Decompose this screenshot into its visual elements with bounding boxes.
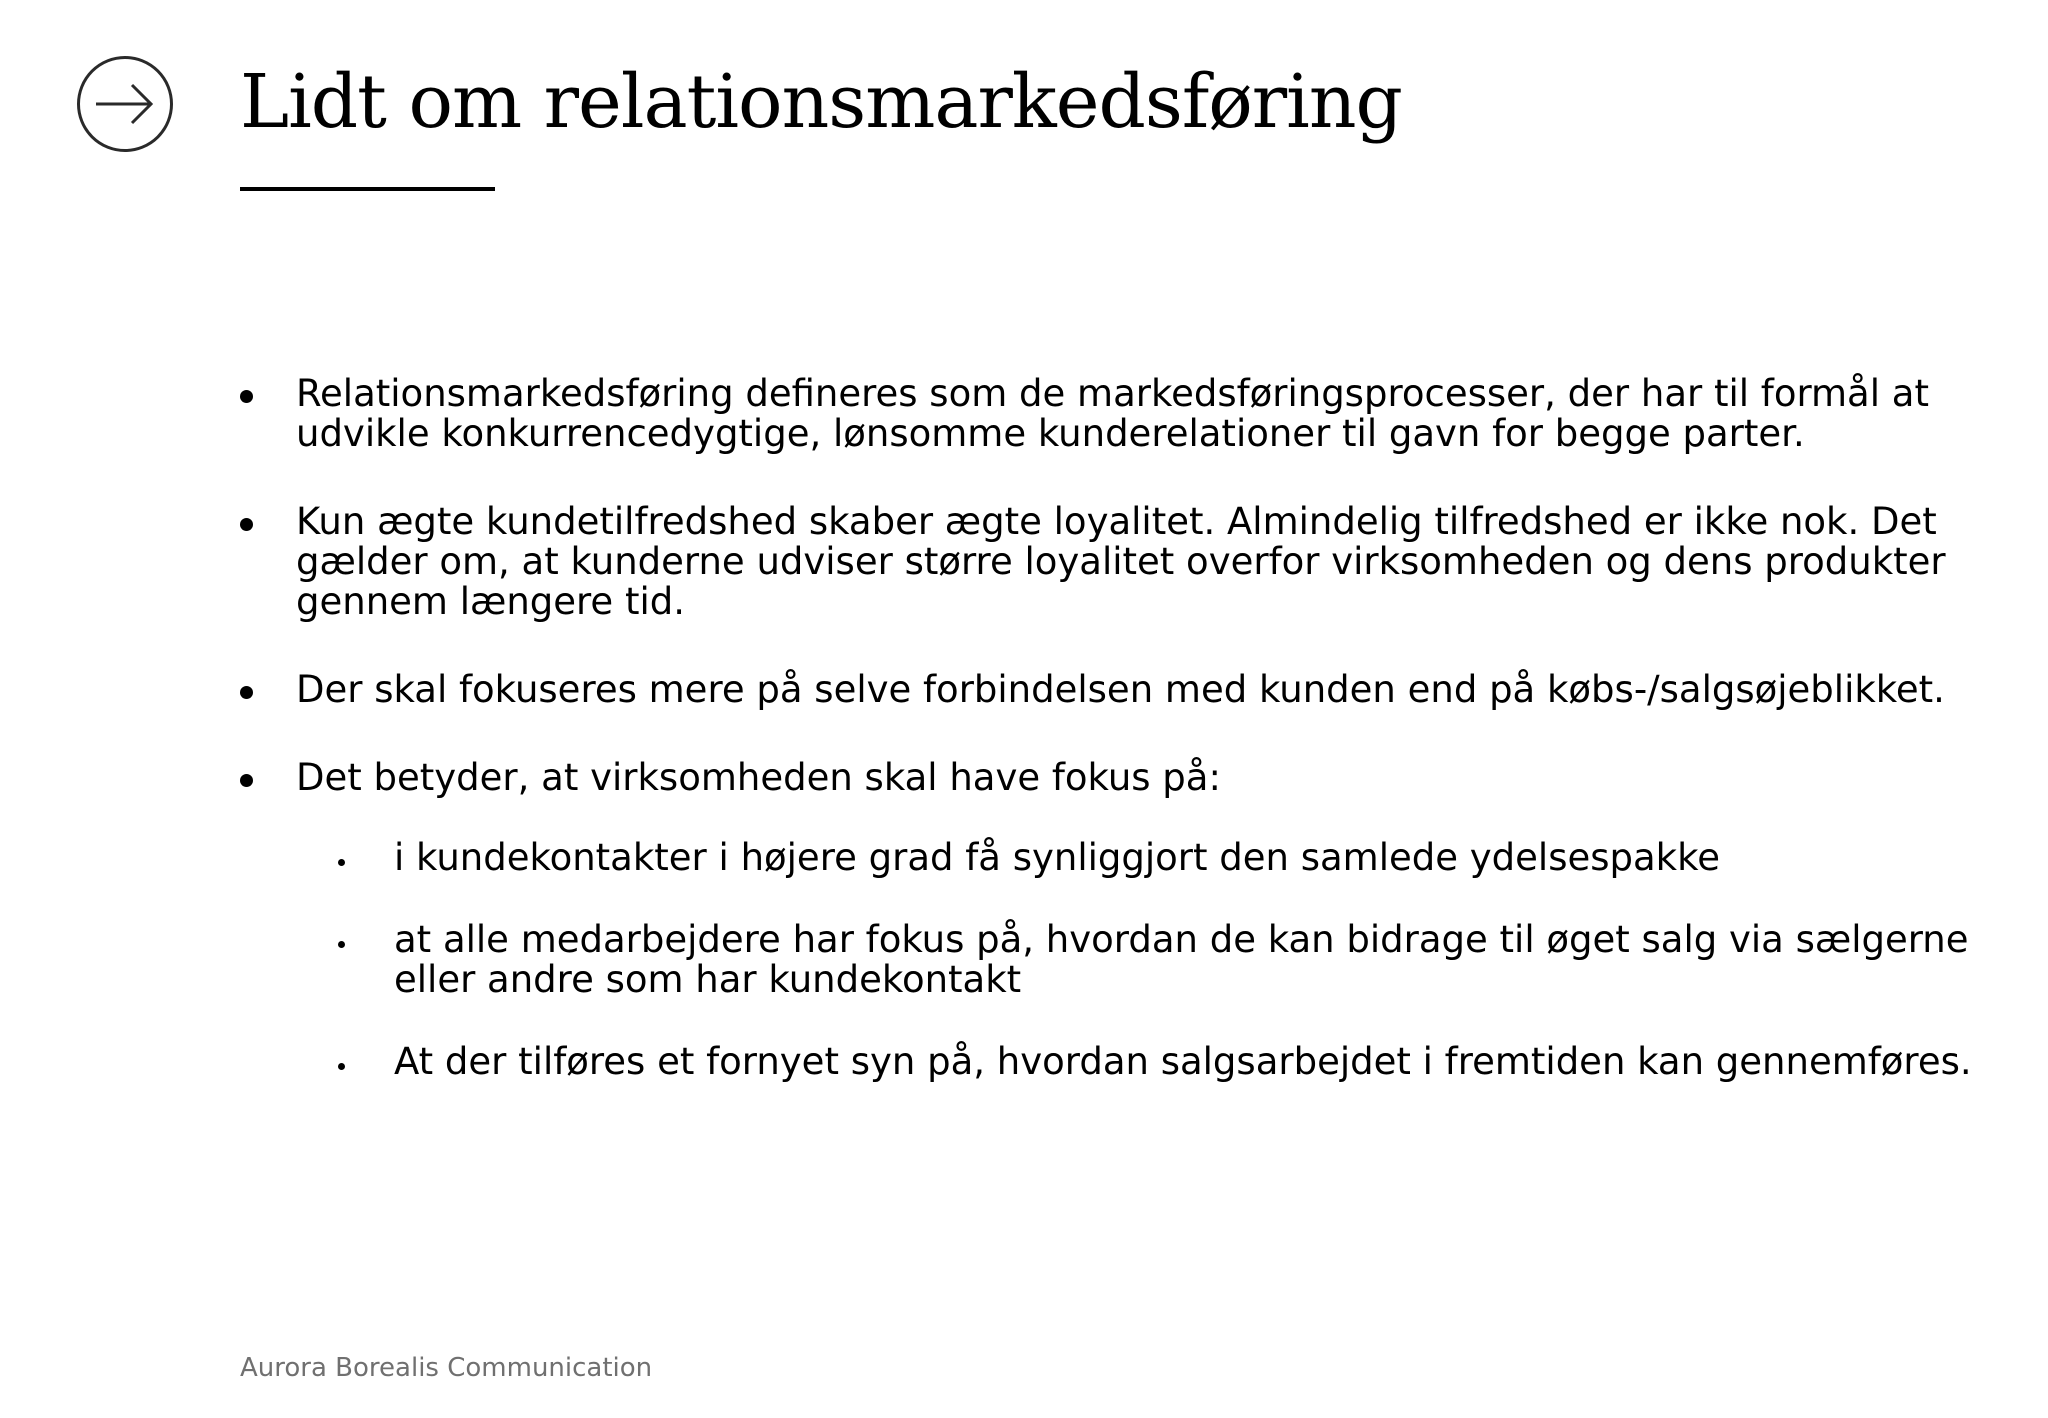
arrow-right-circle-icon: [75, 54, 175, 154]
title-underline: [240, 187, 495, 191]
sub-bullet-text: at alle medarbejdere har fokus på, hvordan de kan bidrage til øget salg via sælgerne eller andre som har kundekontakt: [394, 918, 1969, 1001]
sub-list-item: [232, 838, 1972, 878]
bullet-text: Kun ægte kundetilfredshed skaber ægte loyalitet. Almindelig tilfredshed er ikke nok. Det gælder om, at kunderne udviser større loyalitet overfor virksomheden og dens produkter gennem længere tid.: [296, 500, 1946, 623]
sub-bullet-text: i kundekontakter i højere grad få synliggjort den samlede ydelsespakke: [394, 836, 1720, 879]
bullet-icon: [240, 774, 253, 787]
bullet-icon: [240, 390, 253, 403]
sub-list-item: [232, 1042, 1972, 1082]
bullet-text: Relationsmarkedsføring defineres som de markedsføringsprocesser, der har til formål at udvikle konkurrencedygtige, lønsomme kunderelationer til gavn for begge parter.: [296, 372, 1929, 455]
page-title: Lidt om relationsmarkedsføring: [240, 59, 1402, 145]
list-item: [232, 374, 1972, 454]
bullet-icon: [240, 518, 253, 531]
list-item: [232, 670, 1972, 710]
sub-bullet-icon: [338, 859, 345, 866]
bullet-list: [232, 374, 1972, 1124]
list-item: [232, 502, 1972, 622]
list-item: [232, 758, 1972, 798]
bullet-text: Der skal fokuseres mere på selve forbindelsen med kunden end på købs-/salgsøjeblikket.: [296, 668, 1945, 711]
bullet-icon: [240, 686, 253, 699]
sub-bullet-icon: [338, 1063, 345, 1070]
sub-list-item: [232, 920, 1972, 1000]
footer-text: Aurora Borealis Communication: [240, 1353, 653, 1383]
sub-bullet-list: [232, 838, 1972, 1082]
bullet-text: Det betyder, at virksomheden skal have fokus på:: [296, 756, 1221, 799]
sub-bullet-icon: [338, 941, 345, 948]
sub-bullet-text: At der tilføres et fornyet syn på, hvordan salgsarbejdet i fremtiden kan gennemføres.: [394, 1040, 1972, 1083]
